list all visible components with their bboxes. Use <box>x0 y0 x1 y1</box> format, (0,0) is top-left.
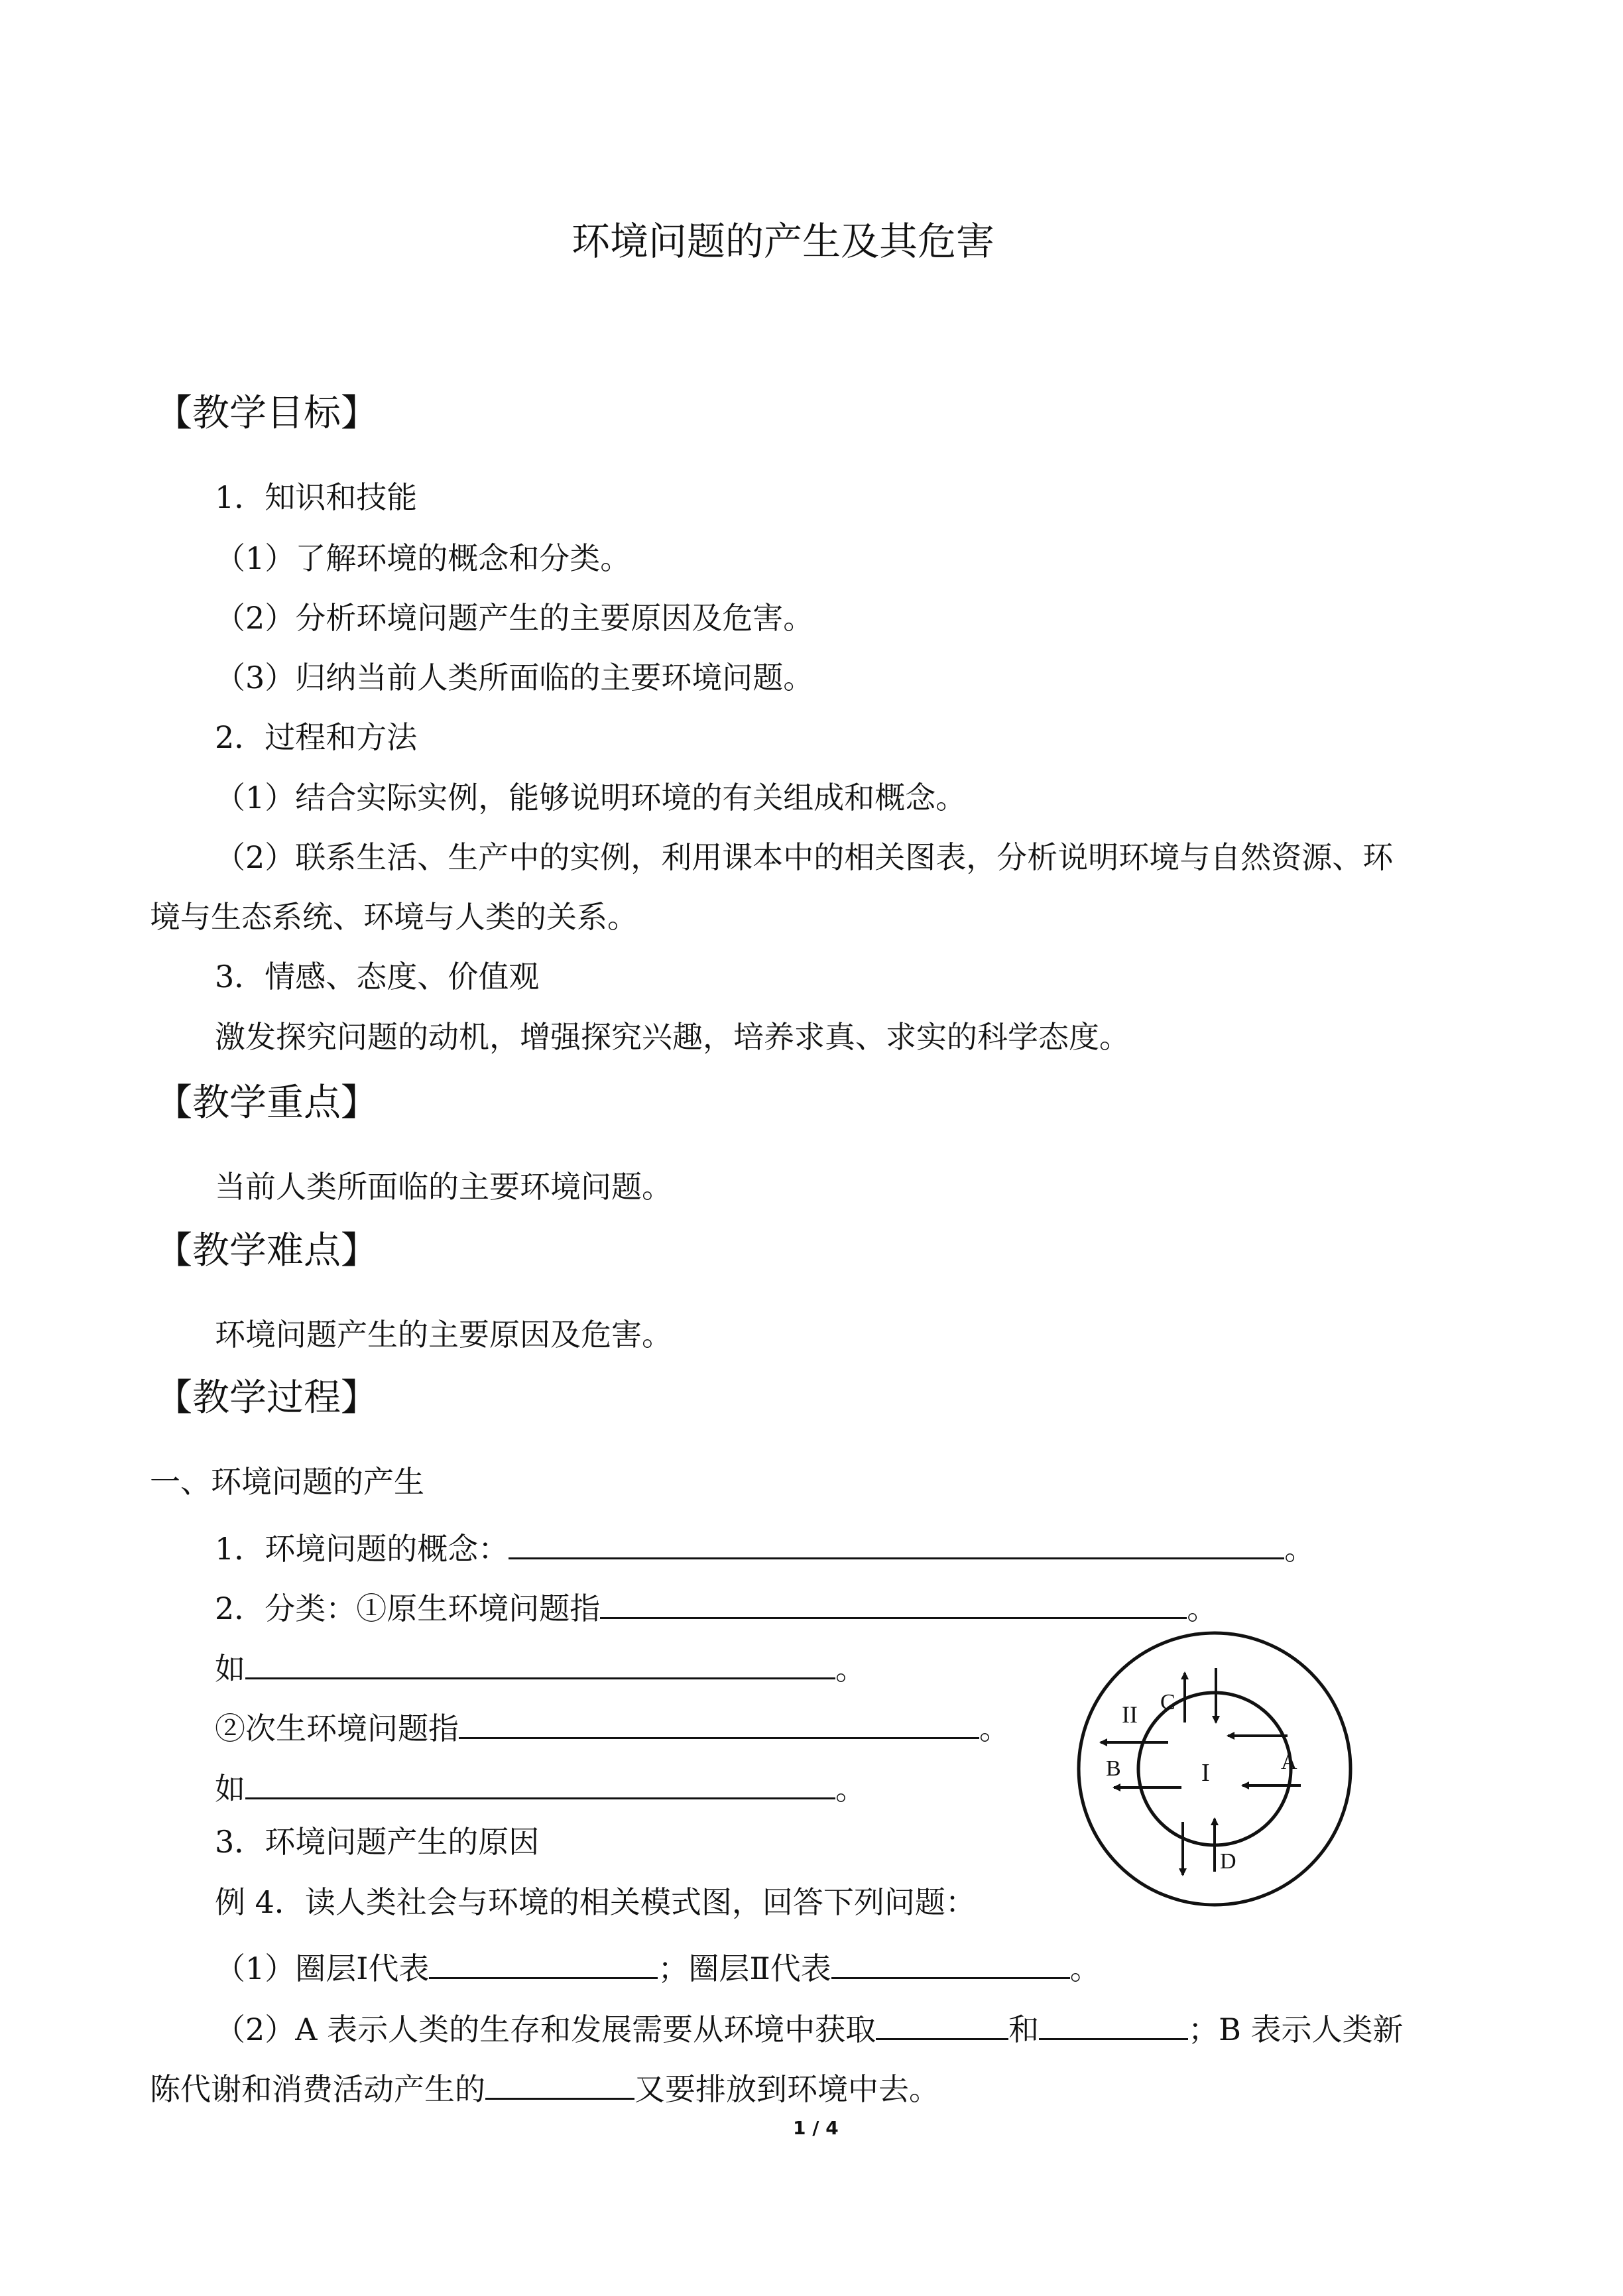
diagram-label-C: C <box>1160 1690 1175 1715</box>
process-part1: 一、环境问题的产生 <box>150 1464 424 1500</box>
example1-blank[interactable] <box>245 1647 835 1679</box>
example1-end: 。 <box>835 1651 866 1687</box>
q1-part-b: ；圈层Ⅱ代表 <box>658 1951 831 1986</box>
q1-part-a: （1）圈层Ⅰ代表 <box>215 1951 430 1986</box>
section-objectives: 【教学目标】 <box>155 392 378 435</box>
example1-label: 如 <box>215 1651 245 1687</box>
q1-blank-b[interactable] <box>831 1947 1070 1979</box>
difficulty-text: 环境问题产生的主要原因及危害。 <box>215 1317 672 1353</box>
example1-line <box>215 1647 866 1687</box>
classification-end: 。 <box>1187 1591 1218 1626</box>
diagram-label-B: B <box>1106 1756 1121 1781</box>
society-environment-diagram <box>1069 1623 1360 1915</box>
primary-blank[interactable] <box>600 1587 1187 1619</box>
objective-k2: （2）分析环境问题产生的主要原因及危害。 <box>215 600 814 636</box>
q1-blank-a[interactable] <box>429 1947 658 1979</box>
secondary-label: ②次生环境问题指 <box>215 1711 459 1746</box>
question1-line <box>215 1947 1101 1984</box>
objective-k3: （3）归纳当前人类所面临的主要环境问题。 <box>215 660 814 695</box>
objective-attitude-heading: 3．情感、态度、价值观 <box>215 959 540 995</box>
question2-line2 <box>150 2067 939 2107</box>
secondary-line <box>215 1707 1010 1744</box>
objective-p2-line2: 境与生态系统、环境与人类的关系。 <box>150 899 638 935</box>
objective-knowledge-heading: 1．知识和技能 <box>215 479 418 515</box>
page-title: 环境问题的产生及其危害 <box>571 219 995 264</box>
concept-line <box>215 1527 1315 1567</box>
question2-line1 <box>215 2008 1404 2045</box>
objective-p2-line1: （2）联系生活、生产中的实例，利用课本中的相关图表，分析说明环境与自然资源、环 <box>215 839 1394 875</box>
section-process: 【教学过程】 <box>155 1376 378 1420</box>
diagram-label-A: A <box>1281 1750 1297 1774</box>
q2-line2-b: 又要排放到环境中去。 <box>634 2071 939 2107</box>
objective-p1: （1）结合实际实例，能够说明环境的有关组成和概念。 <box>215 780 967 816</box>
causes-heading: 3．环境问题产生的原因 <box>215 1824 540 1860</box>
secondary-end: 。 <box>979 1711 1010 1746</box>
concept-blank[interactable] <box>509 1527 1284 1559</box>
q2-blank-a[interactable] <box>876 2008 1008 2040</box>
diagram-label-D: D <box>1220 1849 1236 1874</box>
classification-label: 2．分类：①原生环境问题指 <box>215 1591 601 1626</box>
concept-label: 1．环境问题的概念： <box>215 1531 509 1567</box>
page-number: 1 / 4 <box>793 2117 839 2139</box>
q2-blank-b[interactable] <box>1039 2008 1188 2040</box>
q2-blank-c[interactable] <box>485 2067 634 2100</box>
diagram-label-II: II <box>1122 1701 1138 1728</box>
section-key-point: 【教学重点】 <box>155 1081 378 1124</box>
example2-label: 如 <box>215 1771 245 1807</box>
diagram-label-I: I <box>1201 1759 1210 1787</box>
classification-line <box>215 1587 1217 1624</box>
example2-end: 。 <box>835 1771 866 1807</box>
q2-line2-a: 陈代谢和消费活动产生的 <box>150 2071 485 2107</box>
concept-end: 。 <box>1284 1531 1315 1567</box>
secondary-blank[interactable] <box>459 1707 979 1739</box>
key-point-text: 当前人类所面临的主要环境问题。 <box>215 1169 672 1205</box>
section-difficulty: 【教学难点】 <box>155 1229 378 1272</box>
example2-blank[interactable] <box>245 1767 835 1799</box>
example4-text: 例 4．读人类社会与环境的相关模式图，回答下列问题： <box>215 1884 976 1920</box>
objective-process-heading: 2．过程和方法 <box>215 719 418 755</box>
objective-a1: 激发探究问题的动机，增强探究兴趣，培养求真、求实的科学态度。 <box>215 1019 1130 1055</box>
example2-line <box>215 1767 866 1807</box>
q2-part-c: ；B 表示人类新 <box>1188 2012 1404 2047</box>
q2-part-a: （2）A 表示人类的生存和发展需要从环境中获取 <box>215 2012 876 2047</box>
q1-end: 。 <box>1069 1951 1101 1986</box>
q2-part-b: 和 <box>1008 2012 1040 2047</box>
objective-k1: （1）了解环境的概念和分类。 <box>215 540 631 576</box>
